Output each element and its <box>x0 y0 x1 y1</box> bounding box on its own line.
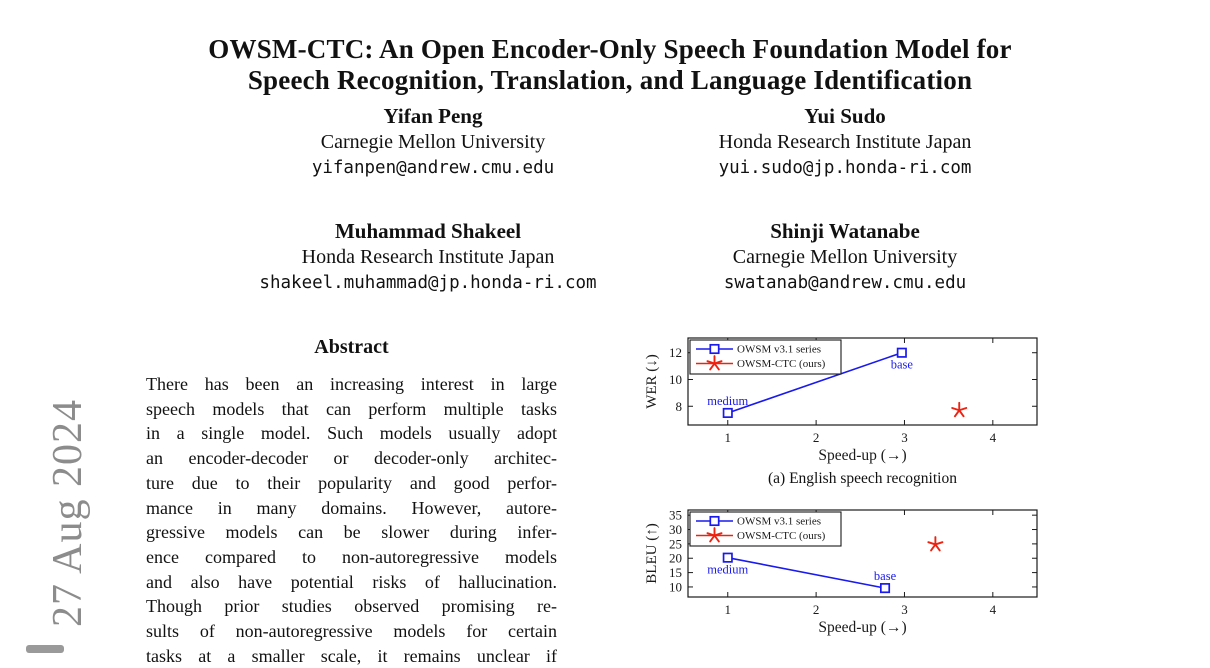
abstract-line: sults of non-autoregressive models for certain <box>146 621 557 642</box>
x-tick-label: 4 <box>989 430 997 445</box>
chart-caption: (a) English speech recognition <box>768 470 957 487</box>
square-marker <box>881 584 889 592</box>
point-label: base <box>890 357 913 372</box>
abstract-line: speech models that can perform multiple tasks <box>146 398 557 419</box>
abstract-text <box>146 372 557 668</box>
author-block-muhammad-shakeel <box>218 218 638 297</box>
author-email: shakeel.muhammad@jp.honda-ri.com <box>259 273 597 293</box>
author-name: Muhammad Shakeel <box>334 219 522 243</box>
author-email: yui.sudo@jp.honda-ri.com <box>718 158 972 178</box>
figure-english-asr <box>640 328 1060 499</box>
x-tick-label: 3 <box>901 602 908 617</box>
watermark-clipped-line <box>26 645 64 653</box>
abstract-line: ture due to their popularity and good perfor- <box>146 472 557 493</box>
author-name: Yui Sudo <box>804 104 886 128</box>
abstract-line: in a single model. Such models usually adopt <box>146 423 557 444</box>
paper-title-line2: Speech Recognition, Translation, and Language Identification <box>247 65 973 95</box>
legend-label: OWSM v3.1 series <box>737 343 822 356</box>
point-label: base <box>873 569 897 584</box>
author-name: Yifan Peng <box>383 104 483 128</box>
y-tick-label: 30 <box>669 522 682 538</box>
point-label: medium <box>707 393 749 408</box>
square-marker <box>724 553 732 561</box>
abstract-line: and also have potential risks of hallucination. <box>146 571 557 592</box>
paper-title <box>10 34 1210 96</box>
star-marker <box>931 544 935 550</box>
y-tick-label: 8 <box>675 398 682 414</box>
x-axis-label: Speed-up (→) <box>818 447 907 464</box>
y-tick-label: 20 <box>669 550 682 566</box>
square-marker <box>898 349 906 357</box>
x-tick-label: 2 <box>812 430 820 445</box>
star-marker <box>935 544 939 550</box>
paper-title-line1: OWSM-CTC: An Open Encoder-Only Speech Foundation Model for <box>208 34 1012 64</box>
abstract-line: gressive models can be slower during infer- <box>146 522 557 543</box>
author-affiliation: Carnegie Mellon University <box>732 246 958 268</box>
author-affiliation: Carnegie Mellon University <box>320 131 546 153</box>
abstract-line: mance in many domains. However, autore- <box>146 497 557 518</box>
y-tick-label: 12 <box>669 345 682 361</box>
author-email: swatanab@andrew.cmu.edu <box>723 273 967 293</box>
abstract-line: Though prior studies observed promising re- <box>146 596 557 617</box>
abstract-line: tasks at a smaller scale, it remains unclear if <box>146 645 557 666</box>
y-tick-label: 35 <box>669 507 682 523</box>
abstract-line: ence compared to non-autoregressive models <box>146 546 557 567</box>
star-marker <box>952 408 959 410</box>
y-tick-label: 10 <box>669 579 682 595</box>
square-marker <box>710 517 718 525</box>
legend-label: OWSM-CTC (ours) <box>737 358 826 370</box>
y-axis-label: WER (↓) <box>644 354 660 409</box>
author-name: Shinji Watanabe <box>770 219 920 243</box>
author-email: yifanpen@andrew.cmu.edu <box>311 158 555 178</box>
star-marker <box>959 408 966 410</box>
author-block-shinji-watanabe <box>635 218 1055 297</box>
legend-label: OWSM-CTC (ours) <box>737 530 826 542</box>
x-tick-label: 4 <box>989 602 997 617</box>
x-tick-label: 3 <box>901 430 908 445</box>
y-tick-label: 15 <box>669 565 682 581</box>
y-axis-label: BLEU (↑) <box>644 523 660 584</box>
star-marker <box>959 410 963 416</box>
abstract-heading: Abstract <box>314 336 389 358</box>
star-marker <box>935 542 942 544</box>
abstract-line: There has been an increasing interest in large <box>146 374 557 394</box>
author-affiliation: Honda Research Institute Japan <box>718 131 972 153</box>
square-marker <box>724 409 732 417</box>
arxiv-date-watermark: 27 Aug 2024 <box>45 399 91 628</box>
x-tick-label: 1 <box>724 602 732 617</box>
point-label: medium <box>707 562 749 577</box>
chart-bleu-vs-speedup <box>640 500 1060 648</box>
abstract-line: an encoder-decoder or decoder-only architec- <box>146 448 557 469</box>
author-block-yifan-peng <box>223 103 643 182</box>
x-tick-label: 2 <box>812 602 820 617</box>
chart-wer-vs-speedup <box>640 328 1060 494</box>
star-marker <box>955 410 959 416</box>
x-axis-label: Speed-up (→) <box>818 619 907 636</box>
author-block-yui-sudo <box>635 103 1055 182</box>
figure-speech-translation <box>640 500 1060 653</box>
author-affiliation: Honda Research Institute Japan <box>301 246 555 268</box>
y-tick-label: 10 <box>669 371 682 387</box>
series-line <box>728 558 885 588</box>
y-tick-label: 25 <box>669 536 682 552</box>
square-marker <box>710 345 718 353</box>
legend-label: OWSM v3.1 series <box>737 515 822 528</box>
x-tick-label: 1 <box>724 430 732 445</box>
star-marker <box>928 542 935 544</box>
